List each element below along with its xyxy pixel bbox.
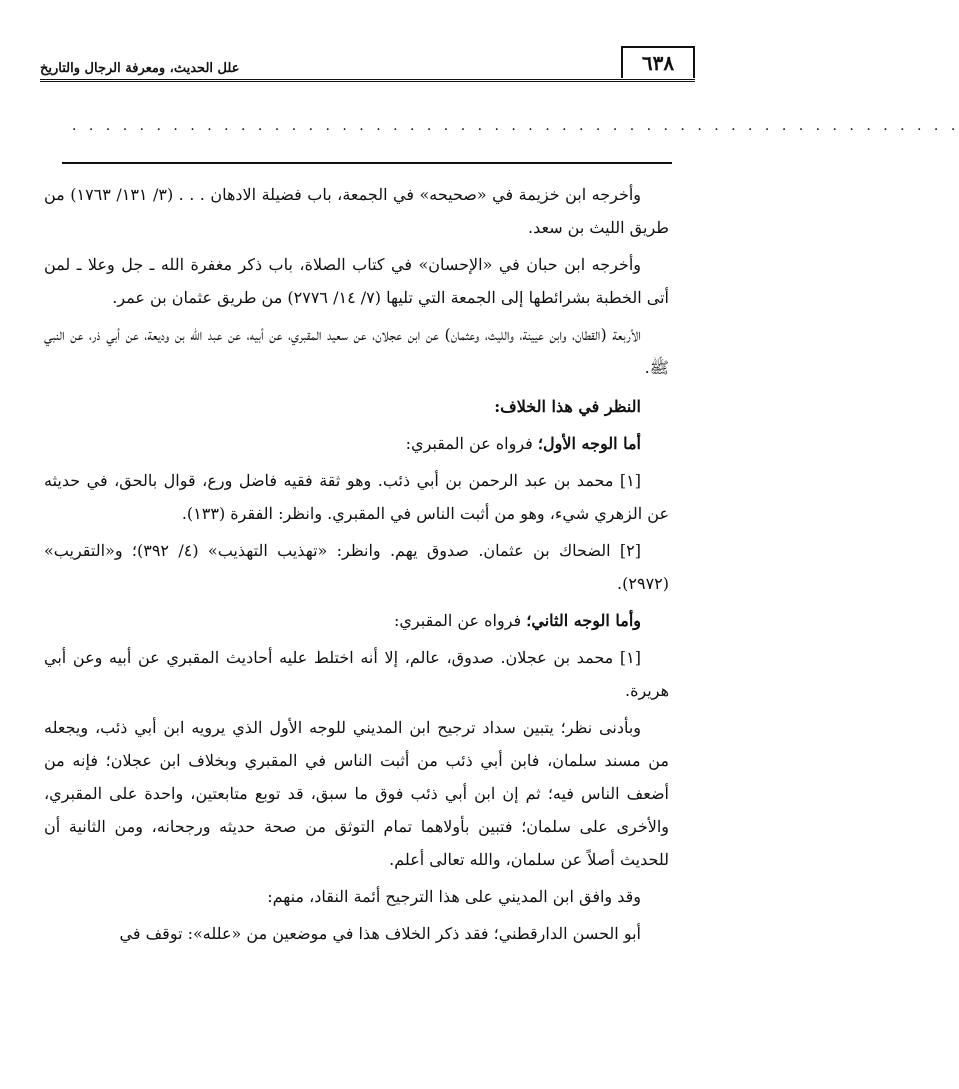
section-heading: النظر في هذا الخلاف: (494, 397, 641, 416)
subheading-bold: وأما الوجه الثاني؛ (526, 611, 641, 630)
narrator-entry: [٢] الضحاك بن عثمان. صدوق يهم. وانظر: «تهذيب التهذيب» (٤/ ٣٩٢)؛ و«التقريب» (٢٩٧٢). (44, 541, 669, 593)
subheading-bold: أما الوجه الأول؛ (537, 434, 641, 453)
subheading-rest: فرواه عن المقبري: (394, 611, 527, 630)
running-title: علل الحديث، ومعرفة الرجال والتاريخ (40, 61, 240, 76)
paragraph: وأخرجه ابن حبان في «الإحسان» في كتاب الصلاة، باب ذكر مغفرة الله ـ جل وعلا ـ لمن أتى الخطبة بشرائطها إلى الجمعة التي تليها (٧/ ١٤/ ٢٧٧٦) من طريق عثمان بن عمر. (44, 255, 669, 307)
footnote-rule (62, 162, 672, 164)
paragraph: وأخرجه ابن خزيمة في «صحيحه» في الجمعة، باب فضيلة الادهان . . . (٣/ ١٣١/ ١٧٦٣) من طريق الليث بن سعد. (44, 185, 669, 237)
subheading-rest: فرواه عن المقبري: (405, 434, 538, 453)
subheading (44, 427, 669, 460)
page-body (44, 178, 669, 1078)
page-header (40, 46, 695, 82)
paragraph: أبو الحسن الدارقطني؛ فقد ذكر الخلاف هذا في موضعين من «علله»: توقف في (119, 924, 641, 943)
subheading (44, 604, 669, 637)
narrator-entry: [١] محمد بن عجلان. صدوق، عالم، إلا أنه اختلط عليه أحاديث المقبري عن أبيه وعن أبي هريرة. (44, 648, 669, 700)
paragraph: وبأدنى نظر؛ يتبين سداد ترجيح ابن المديني للوجه الأول الذي يرويه ابن أبي ذئب، ويجعله من مسند سلمان، فابن أبي ذئب من أثبت الناس في المقبري وبخلاف ابن عجلان؛ فإنه من أضعف الناس فيه؛ ثم إن ابن أبي ذئب فوق ما سبق، قد توبع متابعتين، واحدة على المقبري، والأخرى على سلمان؛ فتبين بأولاهما تمام التوثق من صحة حديثه ورجحانه، ومن الثانية أن للحديث أصلاً عن سلمان، والله تعالى أعلم. (44, 718, 669, 869)
paragraph: وقد وافق ابن المديني على هذا الترجيح أئمة النقاد، منهم: (267, 887, 641, 906)
narrator-entry: [١] محمد بن عبد الرحمن بن أبي ذئب. وهو ثقة فقيه فاضل ورع، قوال بالحق، في حديثه عن الزهري شيء، وهو من أثبت الناس في المقبري. وانظر: الفقرة (١٣٣). (44, 471, 669, 523)
paragraph: الأربعة (القطان، وابن عيينة، والليث، وعثمان) عن ابن عجلان، عن سعيد المقبري، عن أبيه، عن عبد الله بن وديعة، عن أبي ذر، عن النبي ﷺ. (44, 325, 669, 377)
header-rule (40, 79, 695, 82)
dotted-separator: . . . . . . . . . . . . . . . . . . . . . . . . . . . . . . . . . . . . . . . . . . . . . . . . . . . . . (72, 118, 959, 134)
page-number: ٦٣٨ (621, 46, 695, 78)
